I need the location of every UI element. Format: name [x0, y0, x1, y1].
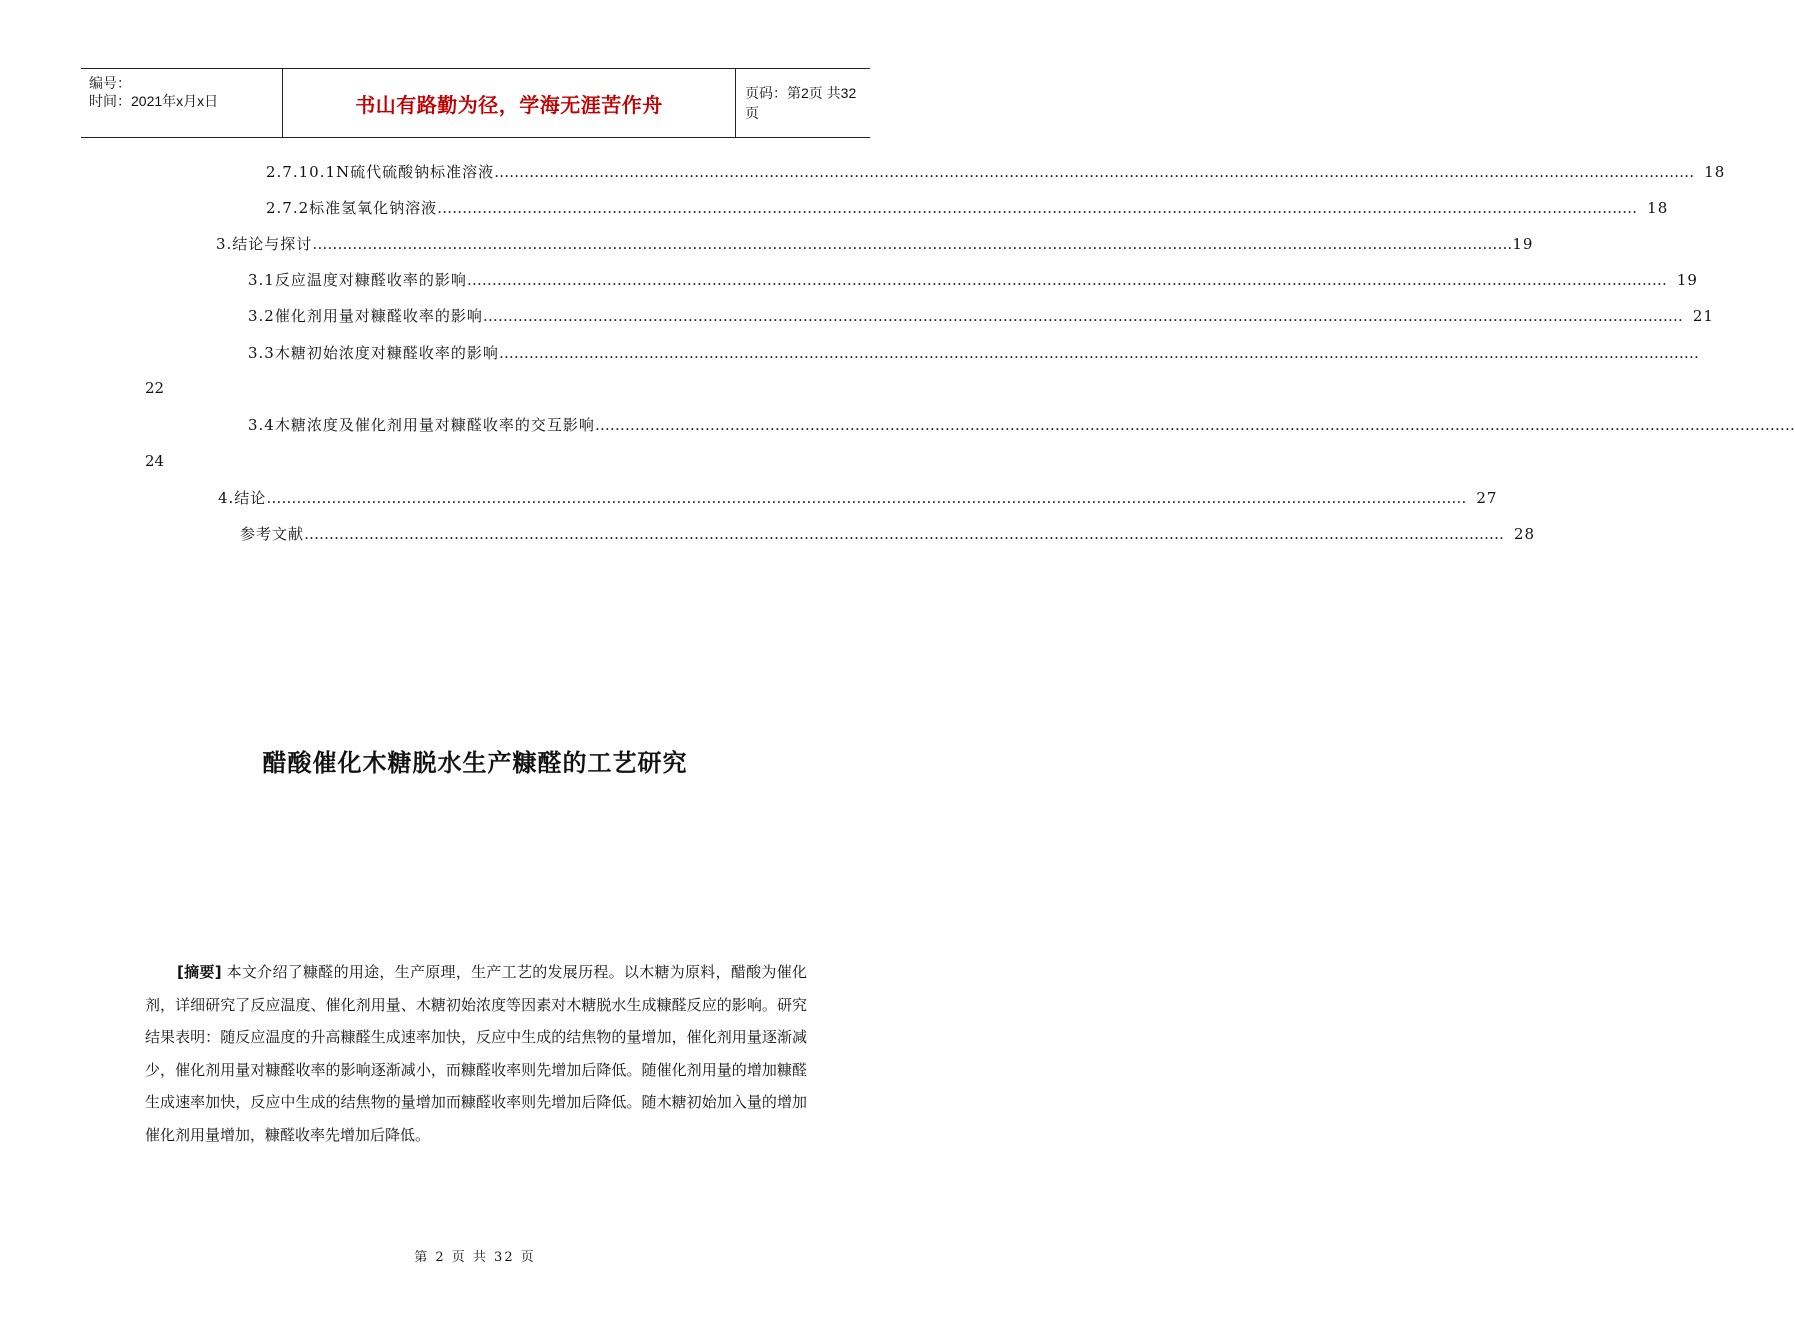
toc-item[interactable]: [248, 305, 1714, 326]
toc-leader-dots: ……………………………………………………………………………………………………………………………………………………………………………………………………………………: [482, 307, 1683, 325]
toc-item[interactable]: [248, 342, 1699, 363]
toc-leader-dots: ……………………………………………………………………………………………………………………………………………………………………………………………………………………: [304, 525, 1505, 543]
toc-item-label: 2.7.10.1N硫代硫酸钠标准溶液: [266, 163, 495, 181]
toc-item-page: 24: [145, 452, 165, 470]
toc-item-page: 22: [145, 379, 165, 397]
toc-item-label: 2.7.2标准氢氧化钠溶液: [266, 199, 438, 217]
toc-leader-dots: ……………………………………………………………………………………………………………………………………………………………………………………………………………………: [466, 271, 1667, 289]
toc-item-page: 27: [1476, 489, 1498, 507]
toc-item[interactable]: [266, 197, 1669, 218]
toc-item-label: 4.结论: [218, 489, 267, 507]
header-info-cell: [81, 69, 282, 137]
toc-leader-dots: ……………………………………………………………………………………………………………………………………………………………………………………………………………………: [494, 163, 1695, 181]
toc-item-label: 3.3木糖初始浓度对糠醛收率的影响: [248, 344, 499, 362]
toc-item[interactable]: [248, 414, 1795, 435]
time-label: 时间：2021年x月x日: [89, 93, 219, 109]
page-code: 页码：第2页 共32页: [745, 85, 857, 121]
toc-item-label: 3.2催化剂用量对糠醛收率的影响: [248, 307, 483, 325]
toc-item-label: 3.1反应温度对糠醛收率的影响: [248, 271, 467, 289]
toc-item-label: 3.结论与探讨: [216, 235, 313, 253]
toc-item[interactable]: [240, 523, 1536, 544]
abstract-tag: [摘要]: [177, 963, 222, 981]
toc-leader-dots: ……………………………………………………………………………………………………………………………………………………………………………………………………………………: [312, 235, 1513, 253]
header-page-cell: [735, 69, 870, 137]
paper-title: 醋酸催化木糖脱水生产糠醛的工艺研究: [262, 749, 688, 777]
toc-item-label: 参考文献: [240, 525, 305, 543]
toc-item[interactable]: [218, 487, 1498, 508]
toc-leader-dots: ……………………………………………………………………………………………………………………………………………………………………………………………………………………: [498, 344, 1699, 362]
toc-item[interactable]: [248, 269, 1698, 290]
toc-item-page: 19: [1676, 271, 1698, 289]
abstract-paragraph: [145, 956, 807, 1151]
abstract-text: 本文介绍了糠醛的用途，生产原理，生产工艺的发展历程。以木糖为原料，醋酸为催化剂，详细研究了反应温度、催化剂用量、木糖初始浓度等因素对木糖脱水生成糠醛反应的影响。研究结果表明：随反应温度的升高糠醛生成速率加快，反应中生成的结焦物的量增加，催化剂用量逐渐减少，催化剂用量对糠醛收率的影响逐渐减小，而糠醛收率则先增加后降低。随催化剂用量的增加糠醛生成速率加快，反应中生成的结焦物的量增加而糠醛收率则先增加后降低。随木糖初始加入量的增加催化剂用量增加，糠醛收率先增加后降低。: [145, 963, 807, 1144]
header-motto-cell: [282, 69, 736, 137]
toc-item[interactable]: [216, 233, 1534, 254]
toc-item-page: 18: [1704, 163, 1726, 181]
toc-leader-dots: ……………………………………………………………………………………………………………………………………………………………………………………………………………………: [594, 416, 1795, 434]
toc-leader-dots: ……………………………………………………………………………………………………………………………………………………………………………………………………………………: [437, 199, 1638, 217]
toc-item-page: 18: [1647, 199, 1669, 217]
toc-item-page: 28: [1514, 525, 1536, 543]
page-header: [81, 68, 870, 138]
toc-item[interactable]: [266, 161, 1726, 182]
toc-item-page: 19: [1512, 235, 1534, 253]
serial-label: 编号：: [89, 75, 131, 91]
toc-leader-dots: ……………………………………………………………………………………………………………………………………………………………………………………………………………………: [266, 489, 1467, 507]
motto-text: 书山有路勤为径，学海无涯苦作舟: [355, 92, 663, 117]
toc-item-page: 21: [1692, 307, 1714, 325]
page-footer: 第 2 页 共 32 页: [414, 1250, 536, 1265]
toc-item-label: 3.4木糖浓度及催化剂用量对糠醛收率的交互影响: [248, 416, 595, 434]
